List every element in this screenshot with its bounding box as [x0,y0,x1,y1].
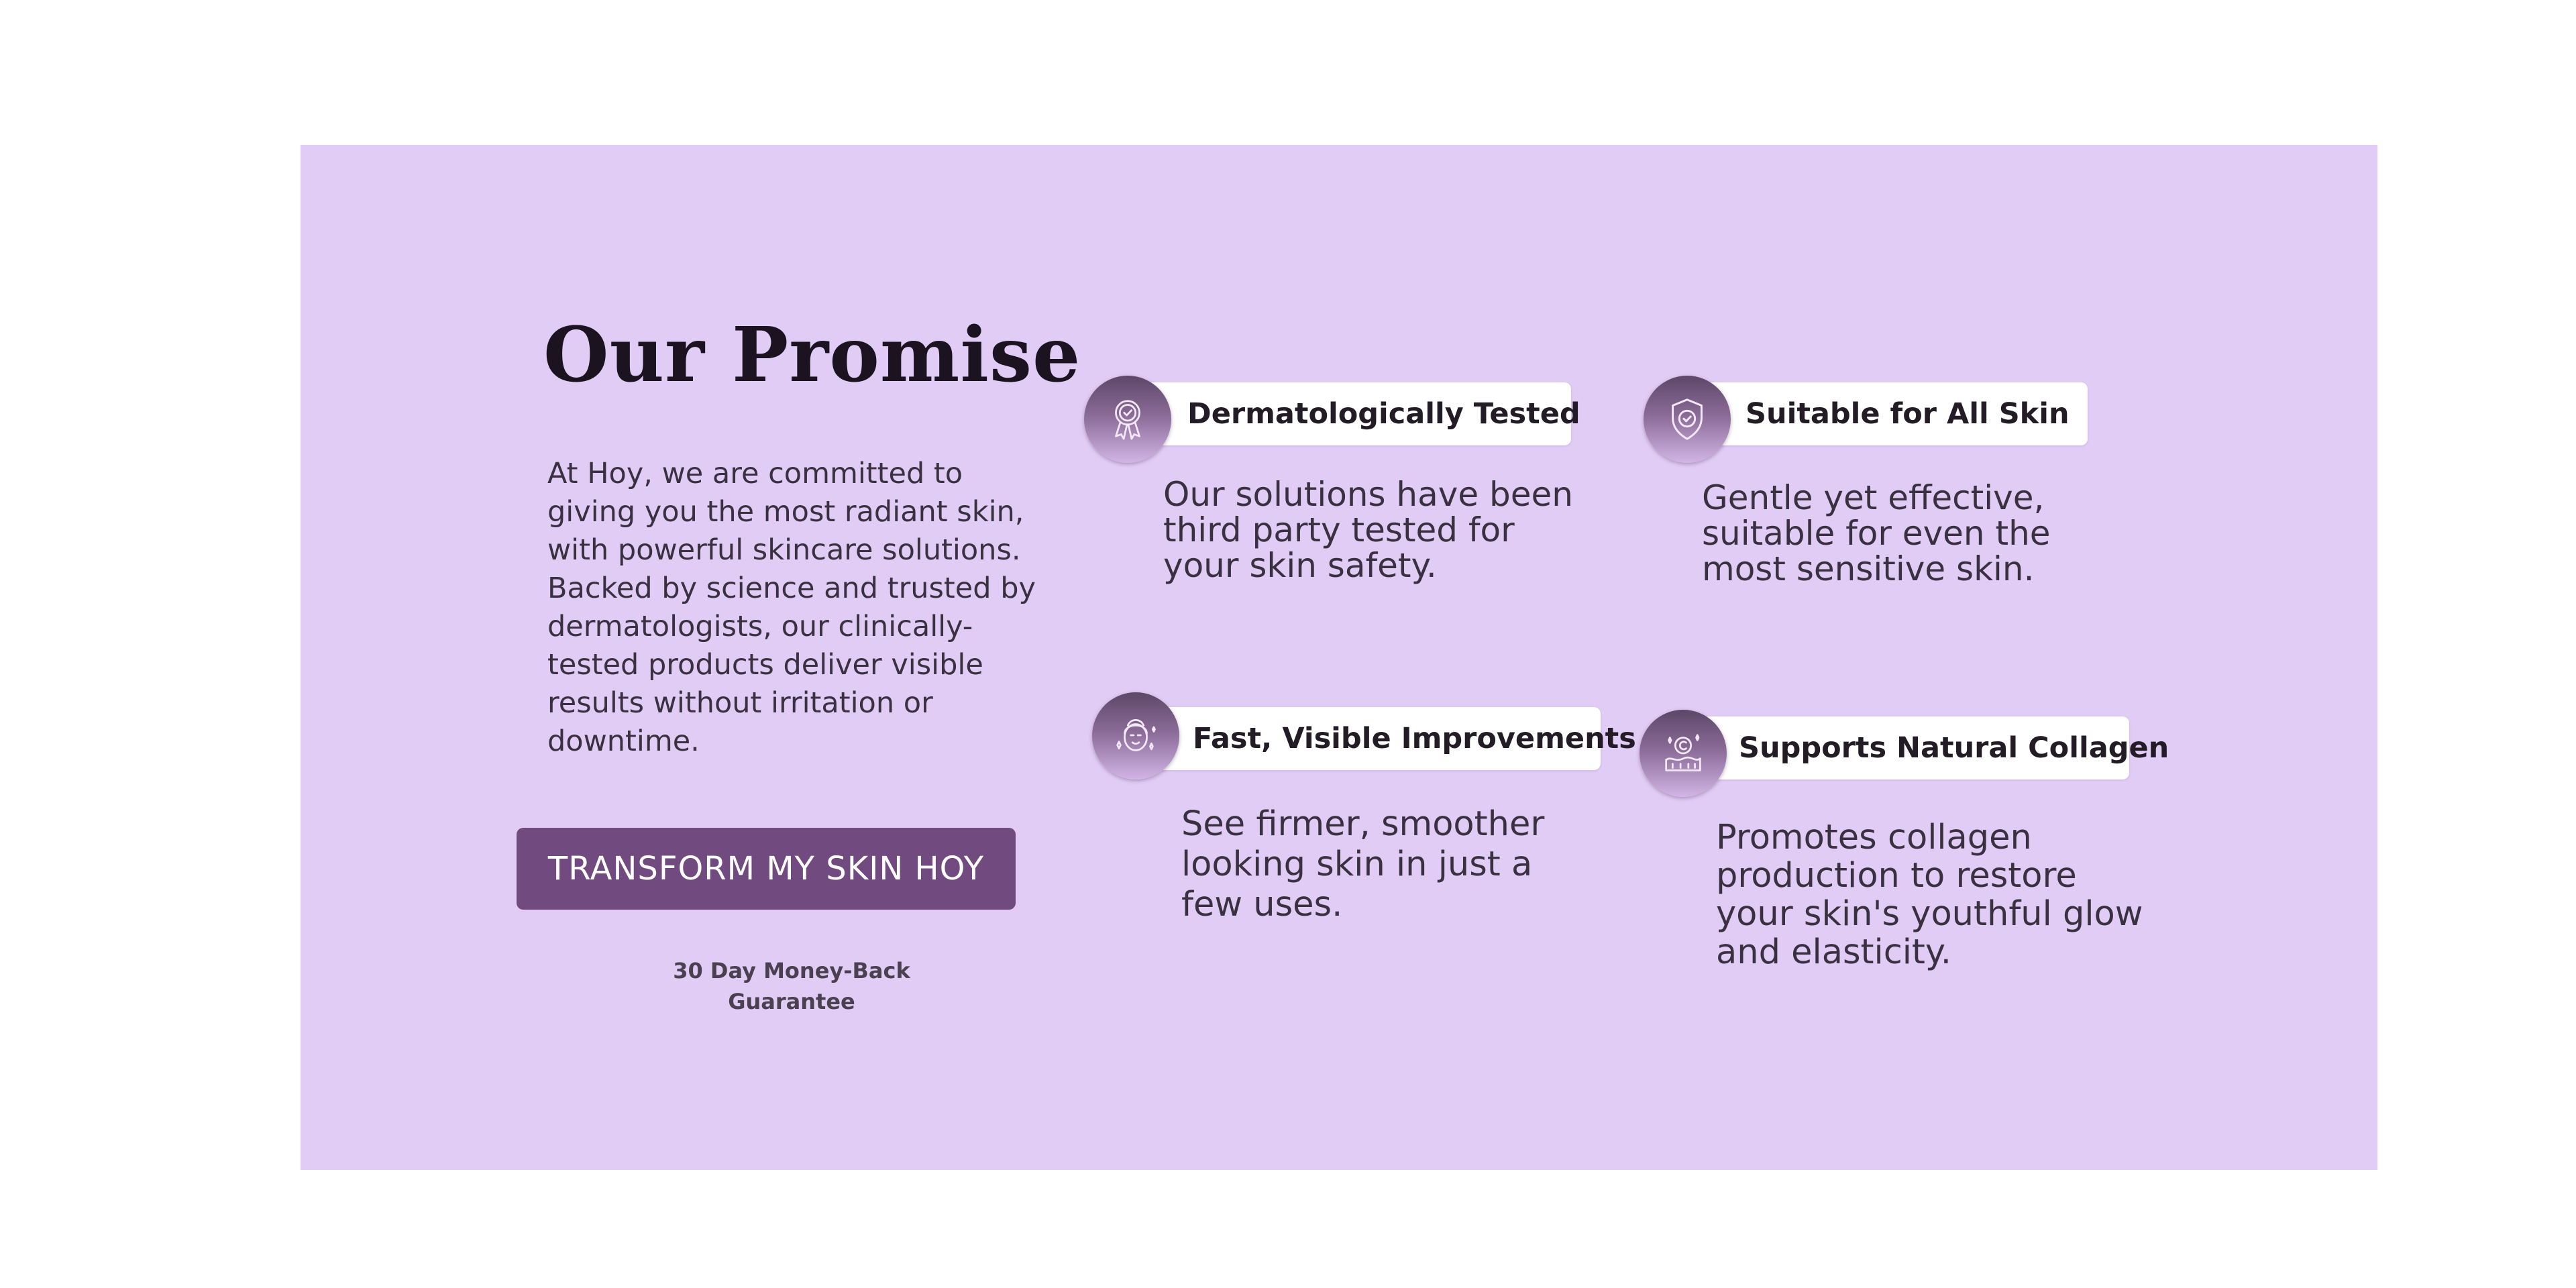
feature-description: Our solutions have been third party tested for your skin safety. [1163,475,1573,585]
transform-skin-button[interactable]: TRANSFORM MY SKIN HOY [517,828,1016,910]
feature-description: Gentle yet effective, suitable for even the most sensitive skin. [1702,478,2051,588]
feature-title: Fast, Visible Improvements [1193,722,1636,755]
feature-title: Dermatologically Tested [1187,397,1580,431]
feature-pill [1140,382,1580,445]
shield-check-icon [1644,376,1731,463]
face-sparkle-icon [1092,692,1179,780]
feature-pill [1697,382,2088,445]
feature-pill [1154,707,1636,770]
page-title: Our Promise [543,311,1081,399]
intro-text: At Hoy, we are committed to giving you the most radiant skin, with powerful skincare solutions. Backed by science and trusted by dermatologists, our clinically-tested products deliver visible results without irritation or downtime. [547,457,1036,758]
money-back-guarantee: 30 Day Money-Back Guarantee [673,958,910,1014]
award-ribbon-icon [1084,376,1171,463]
feature-title: Supports Natural Collagen [1739,731,2169,765]
feature-description: See firmer, smoother looking skin in just a few uses. [1181,804,1545,924]
feature-description: Promotes collagen production to restore your skin's youthful glow and elasticity. [1716,818,2143,972]
feature-title: Suitable for All Skin [1746,397,2070,431]
feature-pill [1697,716,2169,780]
collagen-skin-icon [1640,710,1727,797]
